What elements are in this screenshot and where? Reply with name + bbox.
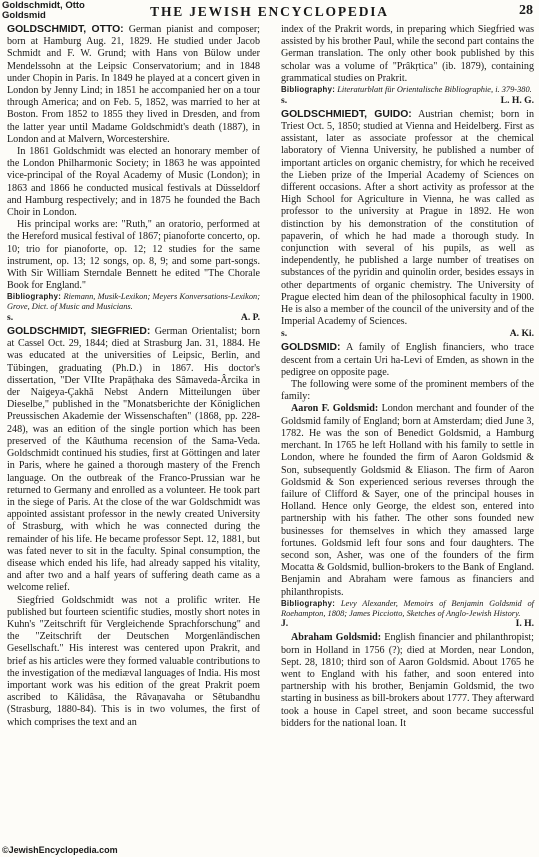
headword: GOLDSCHMIDT, SIEGFRIED: — [7, 326, 151, 338]
subheadword: Aaron F. Goldsmid: — [291, 403, 379, 415]
headword: GOLDSCHMIDT, OTTO: — [7, 24, 124, 35]
bibliography-label: Bibliography: — [281, 598, 336, 608]
article-goldsmid — [281, 342, 534, 379]
page-title: THE JEWISH ENCYCLOPEDIA — [150, 4, 389, 19]
bibliography-text: Riemann, Musik-Lexikon; Meyers Konversations-Lexikon; Grove, Dict. of Music and Musicians. — [7, 292, 261, 312]
signature-right: I. H. — [515, 618, 534, 630]
running-head-line-1: Goldschmidt, Otto — [2, 0, 85, 11]
watermark: ©JewishEncyclopedia.com — [2, 845, 118, 855]
signature-left: s. — [281, 328, 288, 340]
subheadword: Abraham Goldsmid: — [291, 632, 382, 644]
signature — [281, 95, 534, 107]
paragraph: In 1861 Goldschmidt was elected an honorary member of the London Philharmonic Society; in 1863 he was appointed vice-principal of the Royal Academy of Music (London); in 1863 and 1866 he conducted musical festivals at Düsseldorf and Hamburg respectively; and in 1875 he founded the Bach Choir in London. — [7, 146, 260, 219]
bibliography-label: Bibliography: — [7, 292, 62, 302]
subarticle-abraham-goldsmid — [281, 632, 534, 730]
paragraph: The following were some of the prominent members of the family: — [281, 379, 534, 403]
paragraph: A family of English financiers, who trace descent from a certain Uri ha-Levi of Emden, as shown in the pedigree on opposite page. — [281, 342, 535, 378]
signature — [7, 312, 260, 324]
paragraph: English financier and philanthropist; born in Holland in 1756 (?); died at Morden, near London, Sept. 28, 1810; third son of Aaron Goldsmid. About 1765 he went to England with his father, and soon entered into partnership with his brother, Benjamin Goldsmid, the two starting in business as bill-brokers about 1777. They afterward took a house in Capel street, and soon became successful bidders for the national loan. It — [281, 632, 534, 729]
signature-left: J. — [281, 618, 289, 630]
article-otto-goldschmidt — [7, 24, 260, 146]
paragraph: Austrian chemist; born in Triest Oct. 5, 1850; studied at Vienna and Heidelberg. First as assistant, later as associate professor at the chemical laboratory of Vienna University, he published a number of important articles on organic chemistry, for which he received the Lieben prize of the Imperial Academy of Sciences on different occasions. After a short activity as professor at the High School for Agriculture in Vienna, he was called as professor to the university at Prague in 1892. He won distinction by his demonstration of the constitution of papaverin, of which he had made a thorough study. In conjunction with several of his pupils, as well as independently, he published a large number of treatises on substances of the pyridin and quinolin order, besides essays in other departments of organic chemistry. The University of Prague elected him dean of the philosophical faculty in 1900. He is also a member of the council of the university and of the Imperial Academy of Sciences. — [281, 108, 534, 328]
bibliography — [281, 85, 534, 95]
signature-left: s. — [7, 312, 14, 324]
page-header — [0, 0, 539, 24]
paragraph: German Orientalist; born at Cassel Oct. 29, 1844; died at Strasburg Jan. 31, 1884. He was educated at the universities of Leipsic, Berlin, and Tübingen, graduating (Ph.D.) in 1867. His doctor's dissertation, "Der VIIte Prapāṭhaka des Sâmaveda-Ârcika in der Naigeya-Çakhā Nebst Andern Mitteilungen über Dieselbe," published in the "Monatsberichte der Königlichen Preussischen Akademie der Wissenschaften" (1868, pp. 228-248), was an edition of the single portion which has been preserved of the Kâuthuma recension of the Sama-Veda. Goldschmidt continued his studies, first at Göttingen and later in Paris, where he gained a thorough mastery of the French language. On the outbreak of the Franco-Prussian war he returned to Germany and enrolled as a volunteer. He took part in the siege of Paris. At the close of the war Goldschmidt was appointed assistant professor in the newly created University of Strasburg, with which he was connected during the remainder of his life. He became professor Sept. 12, 1881, but was fated never to sit in the faculty. Spinal consumption, the disease which ended his life, had already sapped his vitality, and after two and a half years of suffering death came as a welcome relief. — [7, 326, 260, 594]
page-number: 28 — [519, 3, 533, 18]
paragraph: German pianist and composer; born at Hamburg Aug. 21, 1829. He studied under Jacob Schmidt and F. W. Grund; with Hans von Bülow under Mendelssohn at the Leipsic Conservatorium; and in 1848 under Chopin in Paris. In 1849 he played at a concert given in London by Jenny Lind; in 1851 he accompanied her on a tour through America; and on Feb. 5, 1852, was married to her at Boston. From 1852 to 1855 they lived in Dresden, and from the latter year until Madame Goldschmidt's death (1887), in London and at Malvern, Worcestershire. — [7, 24, 260, 145]
signature — [281, 618, 534, 630]
signature-right: A. P. — [240, 312, 260, 324]
headword: GOLDSMID: — [281, 342, 341, 354]
article-guido-goldschmiedt — [281, 109, 534, 329]
paragraph: Siegfried Goldschmidt was not a prolific writer. He published but fourteen scientific studies, mostly short notes in Kuhn's "Zeitschrift für Vergleichende Sprachforschung" and the "Zeitschrift der Deutschen Morgenländischen Gesellschaft." His interest was centered upon Prakrit, and brief as his articles were they formed valuable contributions to the investigation of the mediæval languages of India. His most important work was his edition of the great Prakrit poem ascribed to Kâlidâsa, the Râvaṇavaha or Sêtubandhu (Strasburg, 1880-84). This is in two volumes, the first of which comprises the text and an — [7, 594, 260, 728]
paragraph: His principal works are: "Ruth," an oratorio, performed at the Hereford musical festival of 1867; pianoforte concerto, op. 10; trio for pianoforte, op. 12; 12 studies for the same instrument, op. 13; 12 songs, op. 8, 9; and some part-songs. With Sir William Sterndale Bennett he edited "The Chorale Book for England." — [7, 219, 260, 292]
bibliography-label: Bibliography: — [281, 85, 336, 95]
bibliography-text: Levy Alexander, Memoirs of Benjamin Goldsmid of Roehampton, 1808; James Picciotto, Sketches of Anglo-Jewish History. — [281, 598, 534, 618]
headword: GOLDSCHMIEDT, GUIDO: — [281, 108, 412, 120]
paragraph: index of the Prakrit words, in preparing which Siegfried was assisted by his brother Paul, while the second part contains the German translation. The only other book published by this scholar was a volume of "Prâkṛtica" (ib. 1879), containing grammatical studies on Prakrit. — [281, 24, 534, 84]
running-head-line-2: Goldsmid — [2, 10, 46, 21]
right-column — [281, 24, 534, 730]
bibliography — [281, 599, 534, 619]
signature-left: s. — [281, 94, 288, 106]
signature-right: L. H. G. — [500, 94, 534, 106]
signature-right: A. Ki. — [509, 328, 534, 340]
paragraph: London merchant and founder of the Goldsmid family of England; born at Amsterdam; died June 3, 1782. He was the son of Benedict Goldsmid, a Hamburg merchant. In 1765 he left Holland with his family to settle in London, where he founded the firm of Aaron Goldsmid & Son, subsequently Goldsmid & Eliason. The firm of Aaron Goldsmid & Son experienced serious reverses through the failure of Clifford & Sayer, one of the principal houses in Holland. Hence only George, the eldest son, entered into partnership with his father. The other sons founded new businesses for themselves in which they amassed large fortunes. Goldsmid left four sons and four daughters. The second son, Asher, was one of the founders of the firm Mocatta & Goldsmid, bullion-brokers to the Bank of England. Benjamin and Abraham were famous as financiers and philanthropists. — [281, 403, 534, 598]
signature — [281, 328, 534, 340]
left-column — [7, 24, 260, 729]
bibliography — [7, 292, 260, 312]
subarticle-aaron-goldsmid — [281, 403, 534, 598]
article-siegfried-goldschmidt — [7, 326, 260, 594]
bibliography-text: Literaturblatt für Orientalische Bibliographie, i. 379-380. — [337, 85, 532, 95]
